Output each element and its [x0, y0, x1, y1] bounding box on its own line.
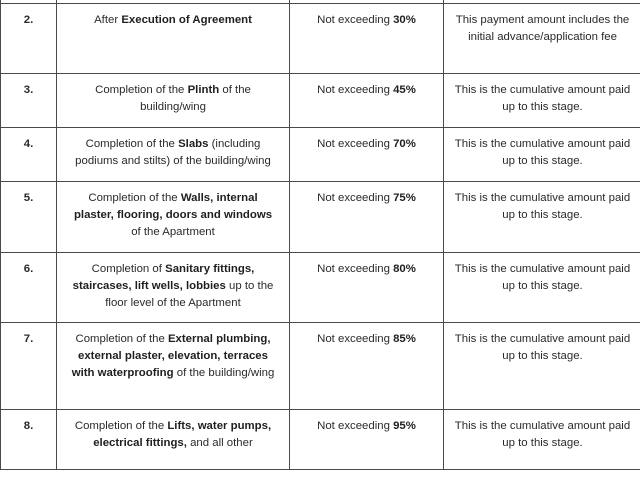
payment-prefix: Not exceeding — [317, 84, 394, 96]
cell-note: This is the cumulative amount paid up to this stage. — [444, 253, 640, 323]
cell-number: 3. — [1, 74, 57, 128]
table-row — [1, 253, 640, 323]
stage-text: Completion of — [91, 263, 166, 275]
stage-emphasis: Walls, internal plaster, flooring, doors and windows — [73, 192, 273, 221]
stage-text: Completion of the — [95, 84, 188, 96]
cell-payment — [290, 182, 444, 253]
cell-number: 2. — [1, 4, 57, 74]
cell-stage — [57, 253, 290, 323]
stage-emphasis: Execution of Agreement — [121, 14, 252, 26]
stage-text: Completion of the — [75, 333, 168, 345]
payment-prefix: Not exceeding — [317, 333, 394, 345]
cell-payment — [290, 4, 444, 74]
payment-percent: 95% — [393, 420, 416, 432]
payment-percent: 80% — [393, 263, 416, 275]
cell-number: 5. — [1, 182, 57, 253]
cell-stage — [57, 410, 290, 470]
payment-percent: 70% — [393, 138, 416, 150]
cell-note: This is the cumulative amount paid up to this stage. — [444, 410, 640, 470]
stage-text: of the building/wing — [140, 84, 251, 113]
cell-stage — [57, 323, 290, 410]
stage-emphasis: Lifts, water pumps, electrical fittings, — [93, 420, 272, 449]
payment-percent: 85% — [393, 333, 416, 345]
cell-note: This payment amount includes the initial advance/application fee — [444, 4, 640, 74]
cell-note: This is the cumulative amount paid up to this stage. — [444, 128, 640, 182]
cell-payment — [290, 253, 444, 323]
cell-number: 8. — [1, 410, 57, 470]
stage-text: After — [94, 14, 122, 26]
stage-emphasis: Slabs — [178, 138, 209, 150]
stage-emphasis: Plinth — [187, 84, 220, 96]
cell-number: 7. — [1, 323, 57, 410]
stage-emphasis: Sanitary fittings, staircases, lift wells, lobbies — [72, 263, 255, 292]
payment-prefix: Not exceeding — [317, 138, 394, 150]
cell-stage — [57, 74, 290, 128]
payment-percent: 30% — [393, 14, 416, 26]
cell-stage — [57, 128, 290, 182]
table-row — [1, 323, 640, 410]
table-row — [1, 410, 640, 470]
cell-number: 4. — [1, 128, 57, 182]
stage-text: of the building/wing — [173, 367, 275, 379]
payment-prefix: Not exceeding — [317, 263, 394, 275]
cell-payment — [290, 323, 444, 410]
payment-prefix: Not exceeding — [317, 420, 394, 432]
cell-note: This is the cumulative amount paid up to this stage. — [444, 323, 640, 410]
table-row — [1, 74, 640, 128]
cell-stage — [57, 182, 290, 253]
cell-stage — [57, 4, 290, 74]
payment-percent: 75% — [393, 192, 416, 204]
cell-payment — [290, 128, 444, 182]
stage-text: and all other — [186, 437, 253, 449]
stage-text: Completion of the — [88, 192, 181, 204]
cell-payment — [290, 410, 444, 470]
stage-text: of the Apartment — [131, 226, 215, 238]
table-body — [1, 0, 640, 470]
payment-percent: 45% — [393, 84, 416, 96]
payment-prefix: Not exceeding — [317, 192, 394, 204]
cell-payment — [290, 74, 444, 128]
table-row — [1, 4, 640, 74]
table-row — [1, 182, 640, 253]
stage-emphasis: External plumbing, external plaster, elevation, terraces with waterproofing — [71, 333, 271, 379]
cell-number: 6. — [1, 253, 57, 323]
stage-text: (including podiums and stilts) of the building/wing — [75, 138, 271, 167]
table-row — [1, 128, 640, 182]
payment-prefix: Not exceeding — [317, 14, 394, 26]
cell-note: This is the cumulative amount paid up to this stage. — [444, 182, 640, 253]
cell-note: This is the cumulative amount paid up to this stage. — [444, 74, 640, 128]
stage-text: Completion of the — [74, 420, 168, 432]
stage-text: up to the floor level of the Apartment — [105, 280, 274, 309]
stage-text: Completion of the — [85, 138, 179, 150]
